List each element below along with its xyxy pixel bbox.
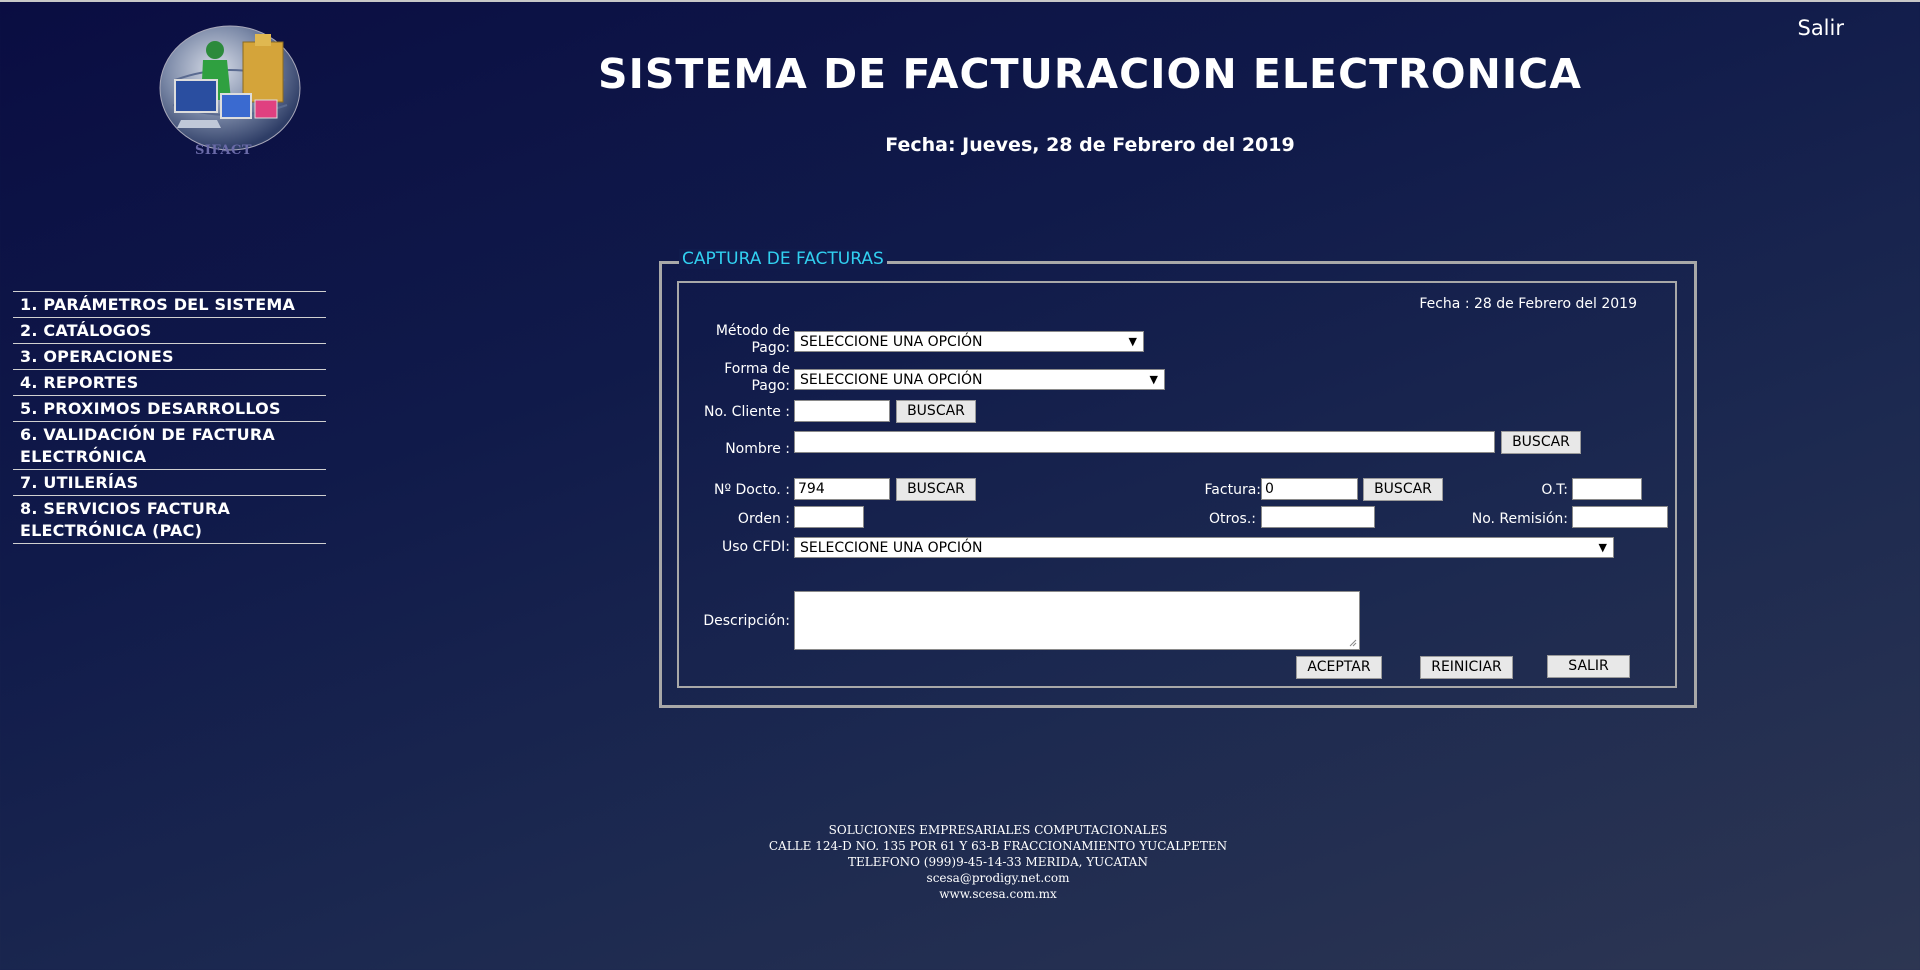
metodo-pago-select[interactable]: SELECCIONE UNA OPCIÓN ▼ [794, 331, 1144, 352]
otros-label: Otros.: [1209, 511, 1256, 527]
menu-item-reportes[interactable]: 4. REPORTES [13, 370, 326, 396]
nombre-input[interactable] [794, 431, 1495, 453]
uso-cfdi-label: Uso CFDI: [721, 539, 790, 555]
forma-pago-label: Forma de Pago: [724, 361, 790, 394]
footer-address: CALLE 124-D NO. 135 POR 61 Y 63-B FRACCIONAMIENTO YUCALPETEN [768, 839, 1228, 853]
panel-legend: CAPTURA DE FACTURAS [679, 249, 887, 269]
factura-label: Factura: [1204, 482, 1261, 498]
header-date: Fecha: Jueves, 28 de Febrero del 2019 [885, 134, 1295, 156]
menu-item-parametros[interactable]: 1. PARÁMETROS DEL SISTEMA [13, 292, 326, 318]
footer [0, 822, 1920, 902]
metodo-pago-label: Método de Pago: [715, 323, 790, 356]
buscar-nombre-button[interactable]: BUSCAR [1501, 431, 1581, 454]
buscar-cliente-button[interactable]: BUSCAR [896, 400, 976, 423]
descripcion-label: Descripción: [703, 613, 790, 629]
menu-item-validacion[interactable]: 6. VALIDACIÓN DE FACTURA ELECTRÓNICA [13, 422, 326, 470]
buscar-docto-button[interactable]: BUSCAR [896, 478, 976, 501]
form-inner [677, 281, 1677, 688]
salir-button[interactable]: SALIR [1547, 655, 1630, 678]
menu-item-catalogos[interactable]: 2. CATÁLOGOS [13, 318, 326, 344]
no-cliente-input[interactable] [794, 400, 890, 422]
ot-label: O.T: [1541, 482, 1568, 498]
main-menu [13, 291, 326, 544]
factura-input[interactable]: 0 [1261, 478, 1358, 500]
top-border [0, 0, 1920, 2]
otros-input[interactable] [1261, 506, 1375, 528]
chevron-down-icon: ▼ [1598, 541, 1607, 554]
reiniciar-button[interactable]: REINICIAR [1420, 656, 1513, 679]
orden-input[interactable] [794, 506, 864, 528]
resize-grip-icon[interactable] [1349, 639, 1357, 647]
menu-item-pac[interactable]: 8. SERVICIOS FACTURA ELECTRÓNICA (PAC) [13, 496, 326, 544]
buscar-factura-button[interactable]: BUSCAR [1363, 478, 1443, 501]
footer-email: scesa@prodigy.net.com [926, 871, 1070, 885]
footer-website: www.scesa.com.mx [939, 887, 1057, 901]
nombre-label: Nombre : [725, 441, 790, 457]
footer-phone: TELEFONO (999)9-45-14-33 MERIDA, YUCATAN [848, 855, 1148, 869]
aceptar-button[interactable]: ACEPTAR [1296, 656, 1382, 679]
forma-pago-select[interactable]: SELECCIONE UNA OPCIÓN ▼ [794, 369, 1165, 390]
captura-facturas-panel [659, 249, 1697, 708]
chevron-down-icon: ▼ [1149, 373, 1158, 386]
app-title: SISTEMA DE FACTURACION ELECTRONICA [598, 50, 1582, 98]
form-date: Fecha : 28 de Febrero del 2019 [1419, 296, 1637, 312]
uso-cfdi-select[interactable]: SELECCIONE UNA OPCIÓN ▼ [794, 537, 1614, 558]
no-remision-label: No. Remisión: [1471, 511, 1568, 527]
menu-item-utilerias[interactable]: 7. UTILERÍAS [13, 470, 326, 496]
logo-text: SIFACT [195, 143, 253, 158]
no-docto-input[interactable]: 794 [794, 478, 890, 500]
footer-company: SOLUCIONES EMPRESARIALES COMPUTACIONALES [828, 823, 1168, 837]
menu-item-operaciones[interactable]: 3. OPERACIONES [13, 344, 326, 370]
descripcion-textarea[interactable] [794, 591, 1360, 650]
orden-label: Orden : [737, 511, 790, 527]
ot-input[interactable] [1572, 478, 1642, 500]
logout-link[interactable]: Salir [1797, 16, 1844, 40]
no-cliente-label: No. Cliente : [703, 404, 790, 420]
chevron-down-icon: ▼ [1128, 335, 1137, 348]
no-docto-label: Nº Docto. : [714, 482, 790, 498]
menu-item-proximos[interactable]: 5. PROXIMOS DESARROLLOS [13, 396, 326, 422]
no-remision-input[interactable] [1572, 506, 1668, 528]
